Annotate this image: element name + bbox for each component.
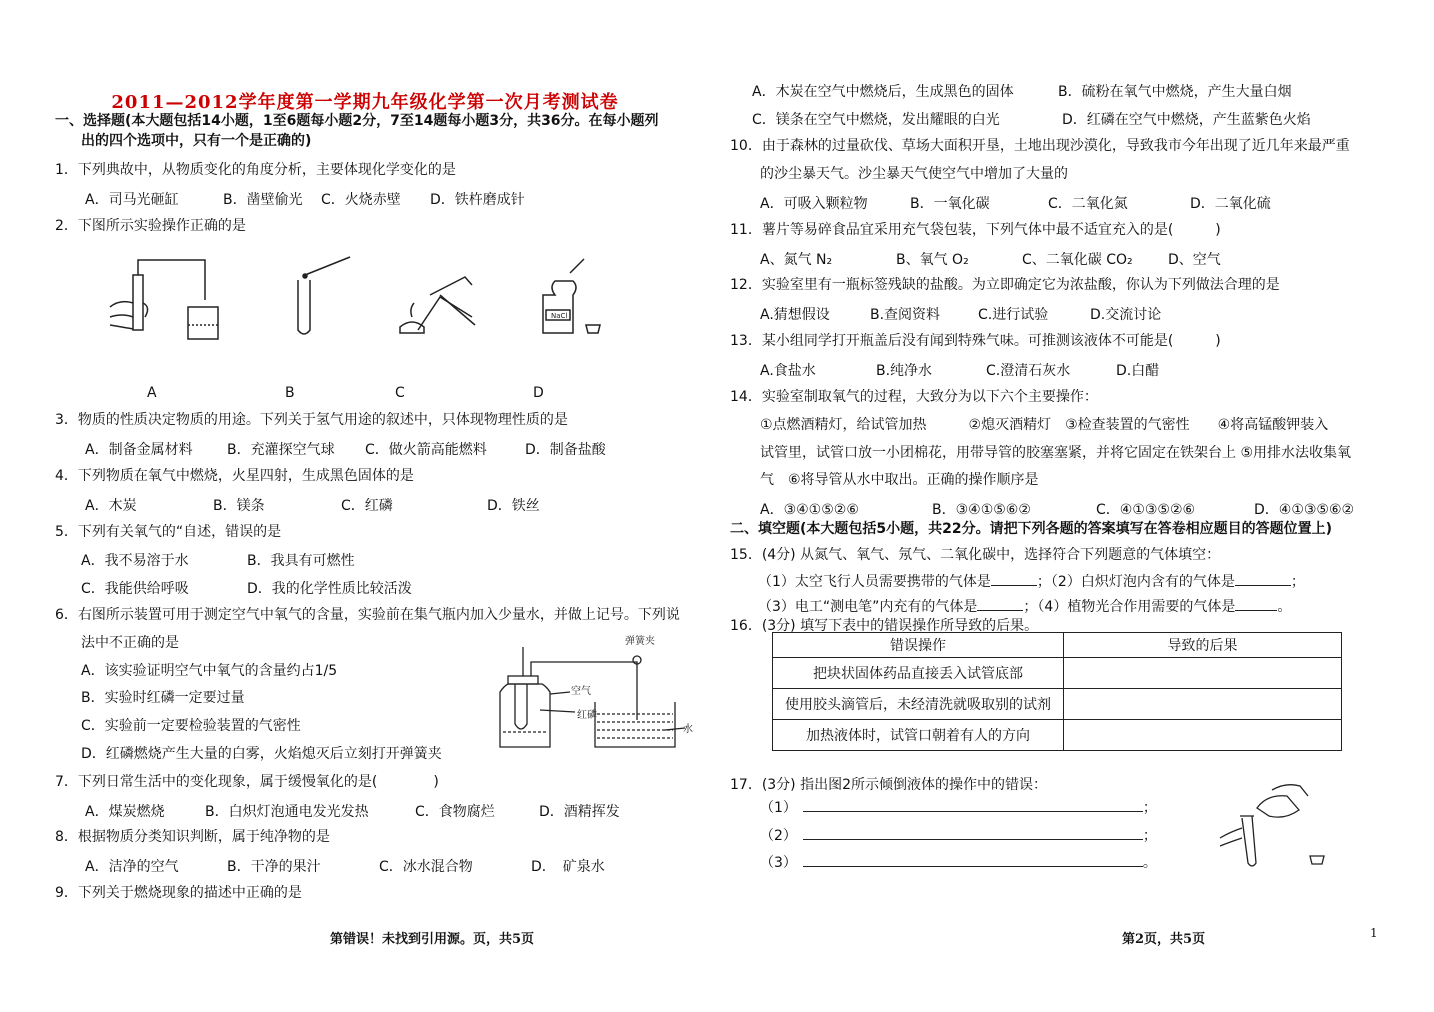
q3-option-b: B．充灌探空气球 — [227, 442, 335, 458]
q5-option-c: C．我能供给呼吸 — [81, 581, 189, 597]
q17-blank-1[interactable] — [803, 797, 1143, 812]
q13-option-c: C.澄清石灰水 — [986, 363, 1071, 379]
q12-option-b: B.查阅资料 — [870, 307, 941, 323]
q17-line-1 — [760, 797, 1157, 817]
q9-stem: 9．下列关于燃烧现象的描述中正确的是 — [55, 885, 302, 901]
q3-stem: 3．物质的性质决定物质的用途。下列关于氢气用途的叙述中，只体现物理性质的是 — [55, 412, 568, 428]
q16-row2-answer[interactable] — [1064, 689, 1342, 720]
q6-label-air: 空气 — [571, 686, 591, 697]
q14-stem: 14．实验室制取氧气的过程，大致分为以下六个主要操作： — [730, 389, 1098, 405]
q1-stem: 1．下列典故中，从物质变化的角度分析，主要体现化学变化的是 — [55, 162, 456, 178]
q14-option-b: B．③④①⑤⑥② — [932, 502, 1031, 518]
q12-option-d: D.交流讨论 — [1090, 307, 1162, 323]
q1-option-b: B．凿壁偷光 — [223, 192, 303, 208]
q2-figure — [100, 255, 610, 350]
q17-stem: 17．(3分) 指出图2所示倾倒液体的操作中的错误： — [730, 777, 1048, 793]
q6-apparatus-figure — [495, 632, 695, 754]
q15-blank-1[interactable] — [991, 571, 1037, 586]
q16-row1-operation: 把块状固体药品直接丢入试管底部 — [773, 658, 1064, 689]
q13-option-a: A.食盐水 — [760, 363, 816, 379]
q15-line1-end: ； — [1290, 574, 1305, 590]
q4-option-b: B．镁条 — [213, 498, 265, 514]
q9-option-c: C．镁条在空气中燃烧，发出耀眼的白光 — [752, 112, 1000, 128]
q2-figure-c-heating — [400, 277, 475, 333]
footer-right: 第2页，共5页 — [1122, 932, 1206, 947]
q2-figure-d-nacl-bottle — [543, 259, 600, 333]
q16-header-operation: 错误操作 — [773, 633, 1064, 658]
q2-label-a: A — [147, 385, 157, 401]
section2-heading: 二、填空题(本大题包括5小题，共22分。请把下列各题的答案填写在答卷相应题目的答题位置上) — [730, 521, 1333, 537]
q17-pouring-figure — [1212, 768, 1332, 868]
q4-option-a: A．木炭 — [85, 498, 137, 514]
q14-step-line2: 试管里，试管口放一小团棉花，用带导管的胶塞塞紧，并将它固定在铁架台上 ⑤用排水法收集氧 — [760, 445, 1351, 461]
q8-option-d: D． 矿泉水 — [531, 859, 605, 875]
q7-option-c: C．食物腐烂 — [415, 804, 495, 820]
q11-stem: 11．薯片等易碎食品宜采用充气袋包装，下列气体中最不适宜充入的是( ) — [730, 222, 1221, 238]
q16-table — [772, 632, 1342, 751]
q14-option-a: A．③④①⑤②⑥ — [760, 502, 859, 518]
q15-line1 — [758, 571, 1305, 591]
section1-heading-line1: 一、选择题(本大题包括14小题，1至6题每小题2分，7至14题每小题3分，共36分。在每小题列 — [55, 113, 659, 129]
q9-option-d: D．红磷在空气中燃烧，产生蓝紫色火焰 — [1062, 112, 1311, 128]
q12-option-a: A.猜想假设 — [760, 307, 830, 323]
q6-label-clip: 弹簧夹 — [625, 636, 655, 647]
q15-prompt-1: （1）太空飞行人员需要携带的气体是 — [758, 574, 991, 590]
q2-figure-a-apparatus — [110, 260, 218, 339]
q17-item-3-end: 。 — [1142, 855, 1157, 871]
q6-option-c: C．实验前一定要检验装置的气密性 — [81, 718, 301, 734]
q17-line-2 — [760, 825, 1157, 845]
q1-option-a: A．司马光砸缸 — [85, 192, 179, 208]
q14-step-line3: 气 ⑥将导管从水中取出。正确的操作顺序是 — [760, 472, 1039, 488]
q11-option-c: C、二氧化碳 CO₂ — [1022, 252, 1133, 268]
q16-row1-answer[interactable] — [1064, 658, 1342, 689]
q15-stem: 15．(4分) 从氮气、氧气、氖气、二氧化碳中，选择符合下列题意的气体填空： — [730, 547, 1221, 563]
q10-option-b: B．一氧化碳 — [910, 196, 990, 212]
q16-table-header — [773, 633, 1342, 658]
q15-line2-end: 。 — [1277, 599, 1292, 615]
table-row — [773, 689, 1342, 720]
q3-option-d: D．制备盐酸 — [525, 442, 606, 458]
page-title: 2011—2012学年度第一学期九年级化学第一次月考测试卷 — [111, 92, 619, 113]
q6-option-a: A．该实验证明空气中氧气的含量约占1/5 — [81, 663, 338, 679]
q2-figure-b-test-tube — [298, 257, 350, 334]
q3-option-a: A．制备金属材料 — [85, 442, 193, 458]
q2-stem: 2．下图所示实验操作正确的是 — [55, 218, 246, 234]
q17-blank-3[interactable] — [803, 852, 1143, 867]
q16-row2-operation: 使用胶头滴管后，未经清洗就吸取别的试剂 — [773, 689, 1064, 720]
table-row — [773, 720, 1342, 751]
q2-label-b: B — [285, 385, 295, 401]
q3-option-c: C．做火箭高能燃料 — [365, 442, 487, 458]
q15-blank-4[interactable] — [1235, 596, 1277, 611]
q17-line-3 — [760, 852, 1157, 872]
q17-item-1-end: ； — [1142, 800, 1157, 816]
q2-label-d: D — [533, 385, 544, 401]
q5-option-d: D．我的化学性质比较活泼 — [247, 581, 412, 597]
footer-left: 第错误！未找到引用源。页，共5页 — [330, 932, 535, 947]
q14-option-d: D．④①③⑤⑥② — [1254, 502, 1355, 518]
q15-prompt-3: （3）电工“测电笔”内充有的气体是 — [758, 599, 978, 615]
q6-label-water: 水 — [683, 724, 693, 735]
q8-option-a: A．洁净的空气 — [85, 859, 179, 875]
q10-stem-line2: 的沙尘暴天气。沙尘暴天气使空气中增加了大量的 — [760, 166, 1068, 182]
q8-stem: 8．根据物质分类知识判断，属于纯净物的是 — [55, 829, 330, 845]
q9-option-a: A．木炭在空气中燃烧后，生成黑色的固体 — [752, 84, 1014, 100]
q14-option-c: C．④①③⑤②⑥ — [1096, 502, 1196, 518]
q6-stem-line2: 法中不正确的是 — [81, 635, 179, 651]
q16-row3-operation: 加热液体时，试管口朝着有人的方向 — [773, 720, 1064, 751]
section1-heading-line2: 出的四个选项中，只有一个是正确的) — [81, 133, 312, 149]
q16-row3-answer[interactable] — [1064, 720, 1342, 751]
q10-option-c: C．二氧化氮 — [1048, 196, 1128, 212]
q15-prompt-2: ；（2）白炽灯泡内含有的气体是 — [1036, 574, 1235, 590]
q11-option-b: B、氧气 O₂ — [896, 252, 969, 268]
q6-stem-line1: 6．右图所示装置可用于测定空气中氧气的含量，实验前在集气瓶内加入少量水，并做上记号。下列说 — [55, 607, 680, 623]
q16-stem: 16．(3分) 填写下表中的错误操作所导致的后果。 — [730, 618, 1039, 634]
q1-option-d: D．铁杵磨成针 — [430, 192, 525, 208]
page-number: 1 — [1370, 926, 1378, 940]
q12-option-c: C.进行试验 — [978, 307, 1049, 323]
q6-option-d: D．红磷燃烧产生大量的白雾，火焰熄灭后立刻打开弹簧夹 — [81, 746, 442, 762]
q4-stem: 4．下列物质在氧气中燃烧，火星四射，生成黑色固体的是 — [55, 468, 414, 484]
q10-stem-line1: 10．由于森林的过量砍伐、草场大面积开垦，土地出现沙漠化，导致我市今年出现了近几年来最严重 — [730, 138, 1350, 154]
q5-option-b: B．我具有可燃性 — [247, 553, 355, 569]
q2-label-c: C — [395, 385, 405, 401]
q2-nacl-label: NaCl — [551, 312, 568, 320]
q14-step-line1: ①点燃酒精灯，给试管加热 ②熄灭酒精灯 ③检查装置的气密性 ④将高锰酸钾装入 — [760, 417, 1329, 433]
q17-item-3-label: （3） — [760, 855, 797, 871]
q4-option-d: D．铁丝 — [487, 498, 540, 514]
q13-option-b: B.纯净水 — [876, 363, 933, 379]
q15-blank-3[interactable] — [977, 596, 1023, 611]
q9-option-b: B．硫粉在氧气中燃烧，产生大量白烟 — [1058, 84, 1292, 100]
q15-line2 — [758, 596, 1291, 616]
q7-option-b: B．白炽灯泡通电发光发热 — [205, 804, 369, 820]
q17-item-2-label: （2） — [760, 828, 797, 844]
q17-item-1-label: （1） — [760, 800, 797, 816]
table-row — [773, 658, 1342, 689]
q17-item-2-end: ； — [1142, 828, 1157, 844]
q13-stem: 13．某小组同学打开瓶盖后没有闻到特殊气味。可推测该液体不可能是( ) — [730, 333, 1221, 349]
q4-option-c: C．红磷 — [341, 498, 393, 514]
q15-blank-2[interactable] — [1235, 571, 1291, 586]
q11-option-d: D、空气 — [1168, 252, 1221, 268]
q5-stem: 5．下列有关氧气的“自述，错误的是 — [55, 524, 282, 540]
q10-option-d: D．二氧化硫 — [1190, 196, 1271, 212]
q5-option-a: A．我不易溶于水 — [81, 553, 189, 569]
q7-option-a: A．煤炭燃烧 — [85, 804, 165, 820]
q17-blank-2[interactable] — [803, 825, 1143, 840]
q16-header-consequence: 导致的后果 — [1064, 633, 1342, 658]
q15-prompt-4: ；（4）植物光合作用需要的气体是 — [1023, 599, 1236, 615]
q12-stem: 12．实验室里有一瓶标签残缺的盐酸。为立即确定它为浓盐酸，你认为下列做法合理的是 — [730, 277, 1280, 293]
q8-option-b: B．干净的果汁 — [227, 859, 321, 875]
q1-option-c: C．火烧赤壁 — [321, 192, 401, 208]
q6-option-b: B．实验时红磷一定要过量 — [81, 690, 245, 706]
q7-option-d: D．酒精挥发 — [539, 804, 620, 820]
q11-option-a: A、氮气 N₂ — [760, 252, 833, 268]
q13-option-d: D.白醋 — [1116, 363, 1160, 379]
q6-label-phosphorus: 红磷 — [577, 710, 597, 721]
q7-stem: 7．下列日常生活中的变化现象，属于缓慢氧化的是( ) — [55, 774, 439, 790]
q8-option-c: C．冰水混合物 — [379, 859, 473, 875]
q10-option-a: A．可吸入颗粒物 — [760, 196, 868, 212]
